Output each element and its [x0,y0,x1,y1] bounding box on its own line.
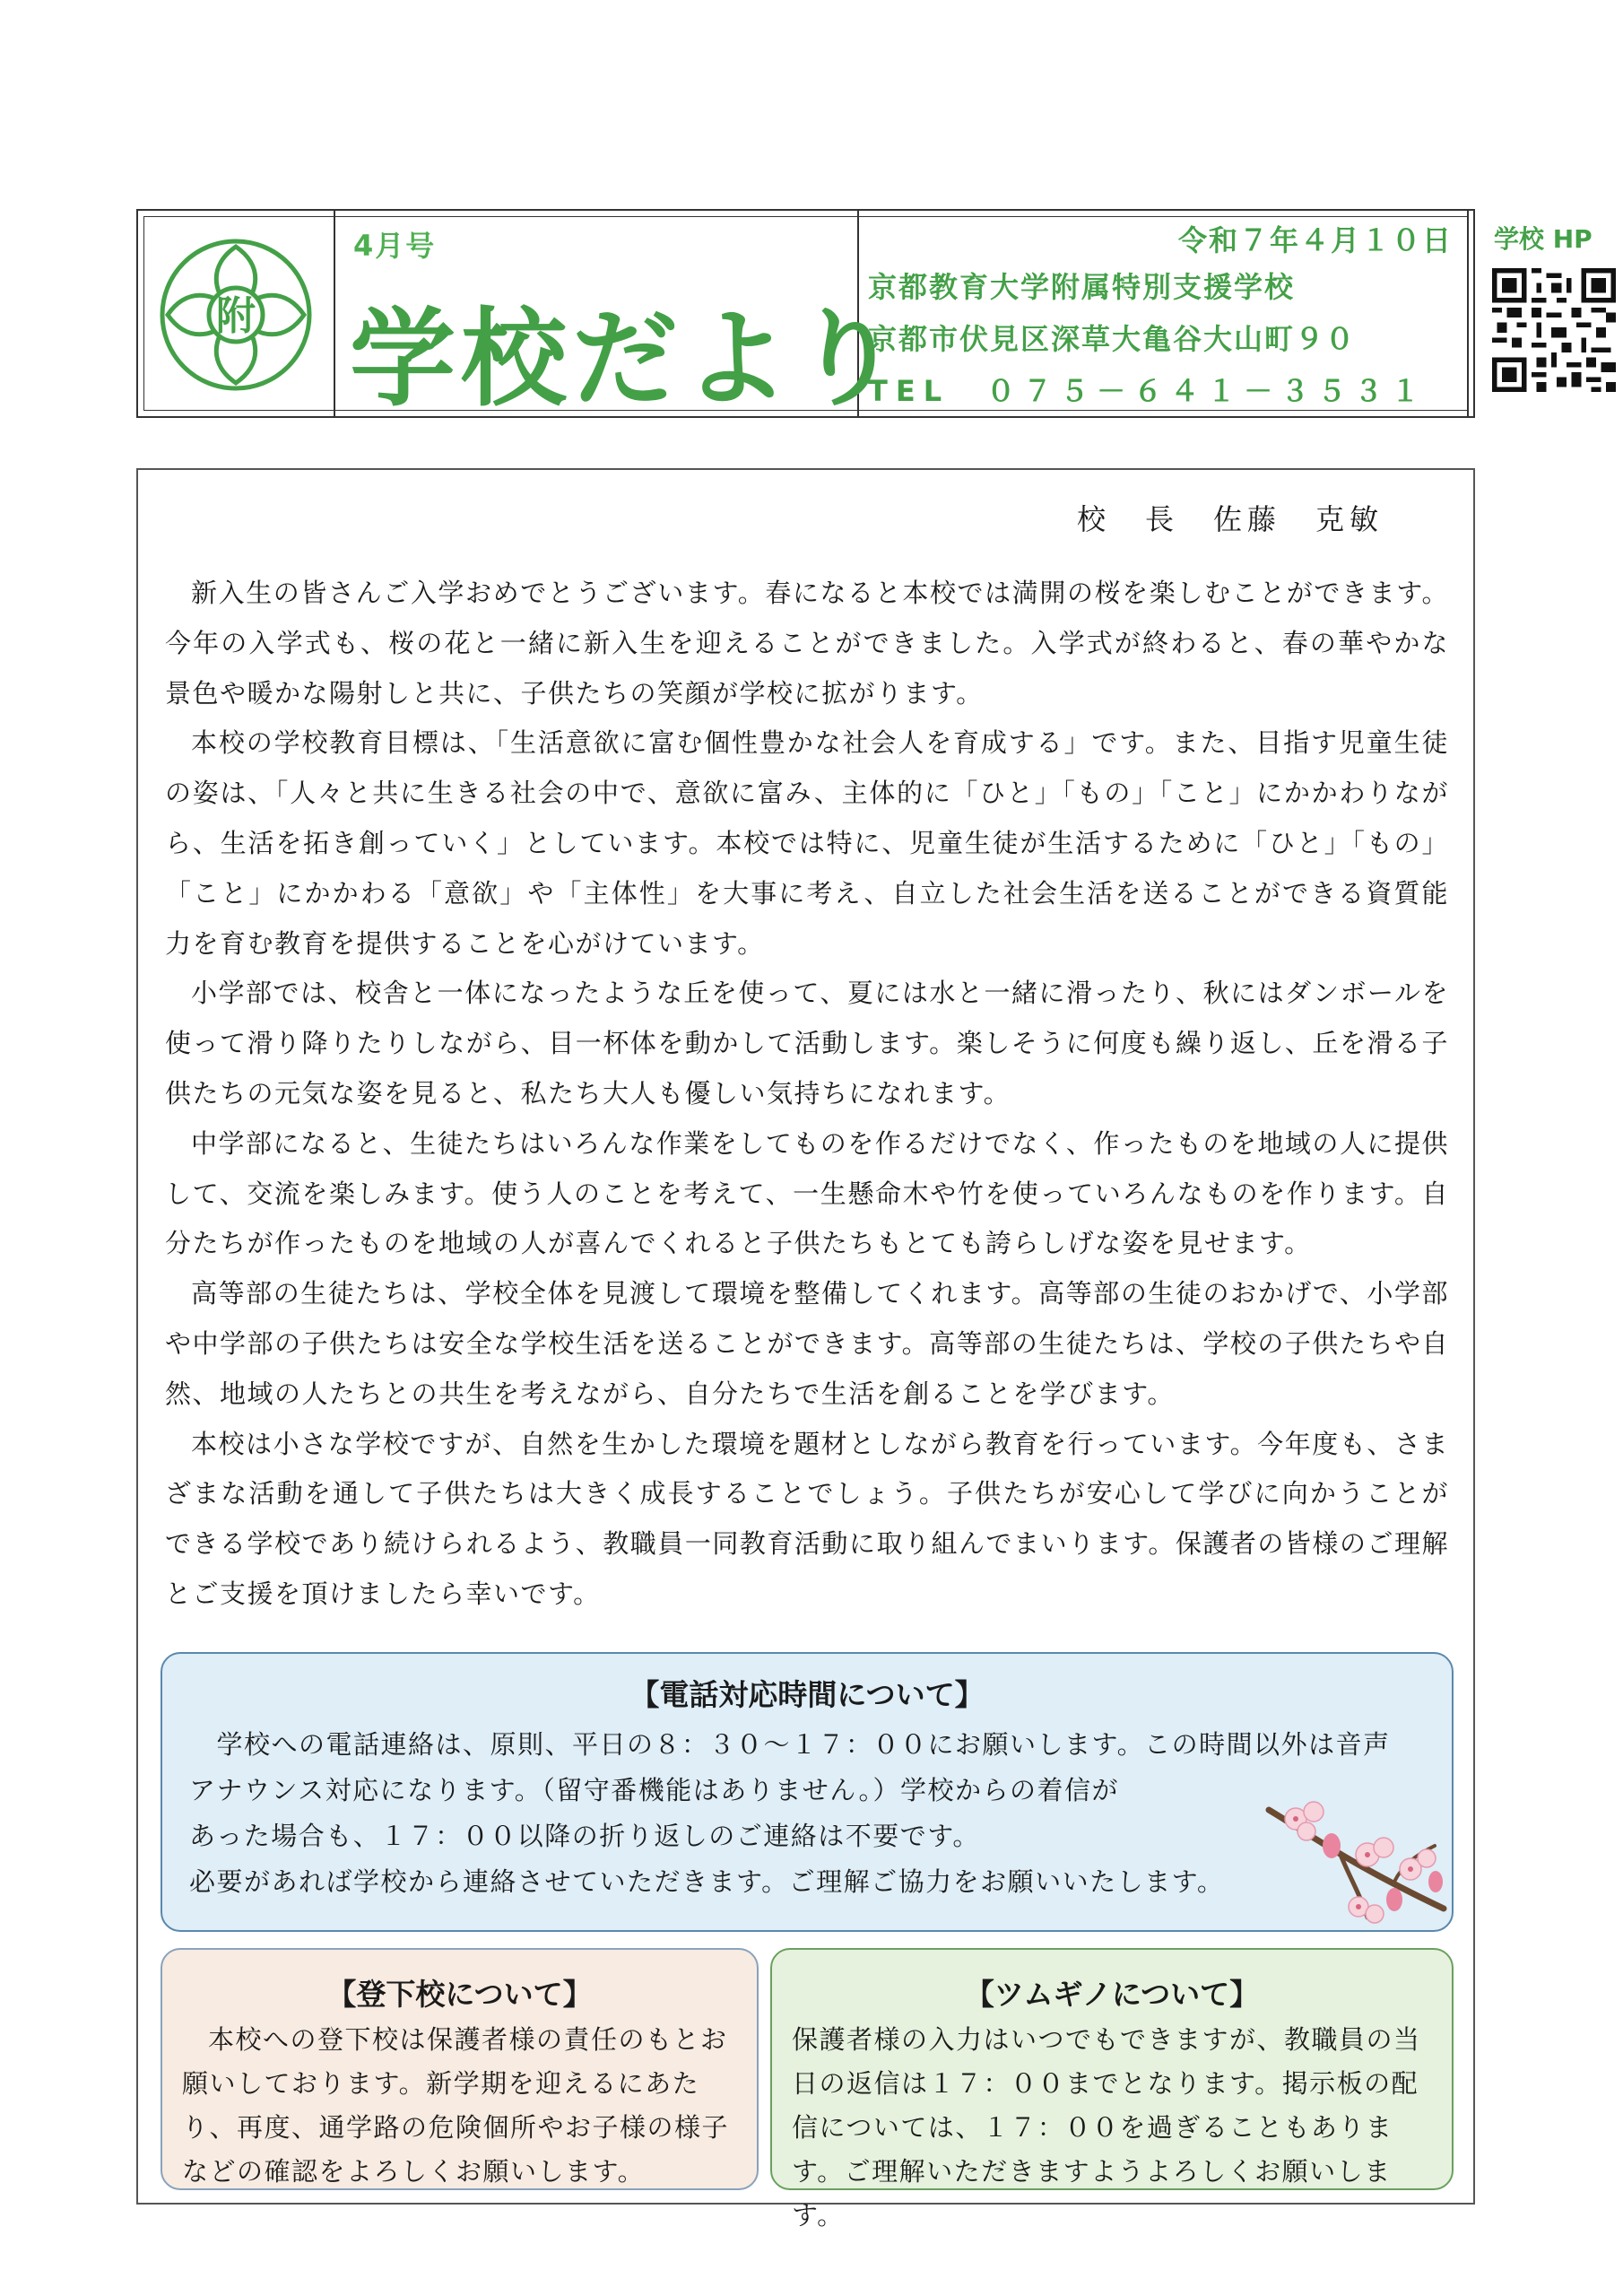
school-emblem-icon [156,229,316,401]
school-name: 京都教育大学附属特別支援学校 [868,270,1296,304]
qr-code-icon[interactable] [1492,268,1616,392]
principal-name: 校 長 佐藤 克敏 [1076,502,1384,536]
school-hp-cell [1467,211,1623,416]
title-cell [334,211,907,421]
hp-label: 学校 HP [1494,224,1593,254]
phone-line: 必要があれば学校から連絡させていただきます。ご理解ご協力をお願いいたします。 [189,1866,1225,1897]
commute-title: 【登下校について】 [326,1977,593,2012]
school-tel: TEL ０７５－６４１－３５３１ [868,374,1428,408]
phone-line: 学校への電話連絡は、原則、平日の８：３０～１７：００にお願いします。この時間以外は音声 [189,1729,1391,1760]
school-logo-cell [138,211,335,416]
principal-message [165,569,1449,1620]
commute-box [161,1948,759,2190]
masthead [136,209,1593,421]
cherry-blossom-icon [1260,1792,1448,1926]
paragraph: 本校の学校教育目標は、「生活意欲に富む個性豊かな社会人を育成する」です。また、目指す児童生徒の姿は、「人々と共に生きる社会の中で、意欲に富み、主体的に「ひと」「もの」「こと」にかかわりながら、生活を拓き創っていく」としています。本校では特に、児童生徒が生活するために「ひと」「もの」「こと」にかかわる「意欲」や「主体性」を大事に考え、自立した社会生活を送ることができる資質能力を育む教育を提供することを心がけています。 [165,727,1449,959]
phone-hours-box [161,1652,1454,1932]
tsumugi-text [792,2018,1436,2238]
paragraph: 本校は小さな学校ですが、自然を生かした環境を題材としながら教育を行っています。今年度も、さまざまな活動を通して子供たちは大きく成長することでしょう。子供たちが安心して学びに向かうことができる学校であり続けられるよう、教職員一同教育活動に取り組んでまいります。保護者の皆様のご理解とご支援を頂けましたら幸いです。 [165,1428,1449,1609]
phone-hours-text [189,1722,1416,1905]
school-info-cell [857,211,1469,416]
paragraph: 新入生の皆さんご入学おめでとうございます。春になると本校では満開の桜を楽しむことができます。今年の入学式も、桜の花と一緒に新入生を迎えることができました。入学式が終わると、春の華やかな景色や暖かな陽射しと共に、子供たちの笑顔が学校に拡がります。 [165,578,1449,709]
issue-date: 令和７年４月１０日 [1177,223,1453,257]
phone-line: アナウンス対応になります。（留守番機能はありません。）学校からの着信が [189,1775,1120,1805]
emblem-char: 附 [216,293,256,339]
paragraph: 中学部になると、生徒たちはいろんな作業をしてものを作るだけでなく、作ったものを地域の人に提供して、交流を楽しみます。使う人のことを考えて、一生懸命木や竹を使っていろんなものを作ります。自分たちが作ったものを地域の人が喜んでくれると子供たちもとても誇らしげな姿を見せます。 [165,1127,1449,1259]
issue-label: 4月号 [353,229,437,263]
paragraph: 小学部では、校舎と一体になったような丘を使って、夏には水と一緒に滑ったり、秋にはダンボールを使って滑り降りたりしながら、目一杯体を動かして活動します。楽しそうに何度も繰り返し、丘を滑る子供たちの元気な姿を見ると、私たち大人も優しい気持ちになれます。 [165,978,1449,1109]
tsumugi-paragraph: 保護者様の入力はいつでもできますが、教職員の当日の返信は１７：００までとなります。掲示板の配信については、１７：００を過ぎることもあります。ご理解いただきますようよろしくお願いします。 [792,2024,1421,2231]
main-frame [136,468,1475,2231]
tsumugi-box [770,1948,1454,2231]
tsumugi-title: 【ツムギノについて】 [964,1977,1260,2012]
school-address: 京都市伏見区深草大亀谷大山町９０ [868,322,1357,356]
phone-hours-title: 【電話対応時間について】 [629,1677,985,1712]
paragraph: 高等部の生徒たちは、学校全体を見渡して環境を整備してくれます。高等部の生徒のおかげで、小学部や中学部の子供たちは安全な学校生活を送ることができます。高等部の生徒たちは、学校の子供たちや自然、地域の人たちとの共生を考えながら、自分たちで生活を創ることを学びます。 [165,1278,1449,1409]
newsletter-title: 学校だより [350,297,907,421]
commute-paragraph: 本校への登下校は保護者様の責任のもとお願いしております。新学期を迎えるにあたり、再度、通学路の危険個所やお子様の様子などの確認をよろしくお願いします。 [182,2024,730,2187]
phone-line: あった場合も、１７：００以降の折り返しのご連絡は不要です。 [189,1821,980,1851]
commute-text [182,2018,741,2194]
